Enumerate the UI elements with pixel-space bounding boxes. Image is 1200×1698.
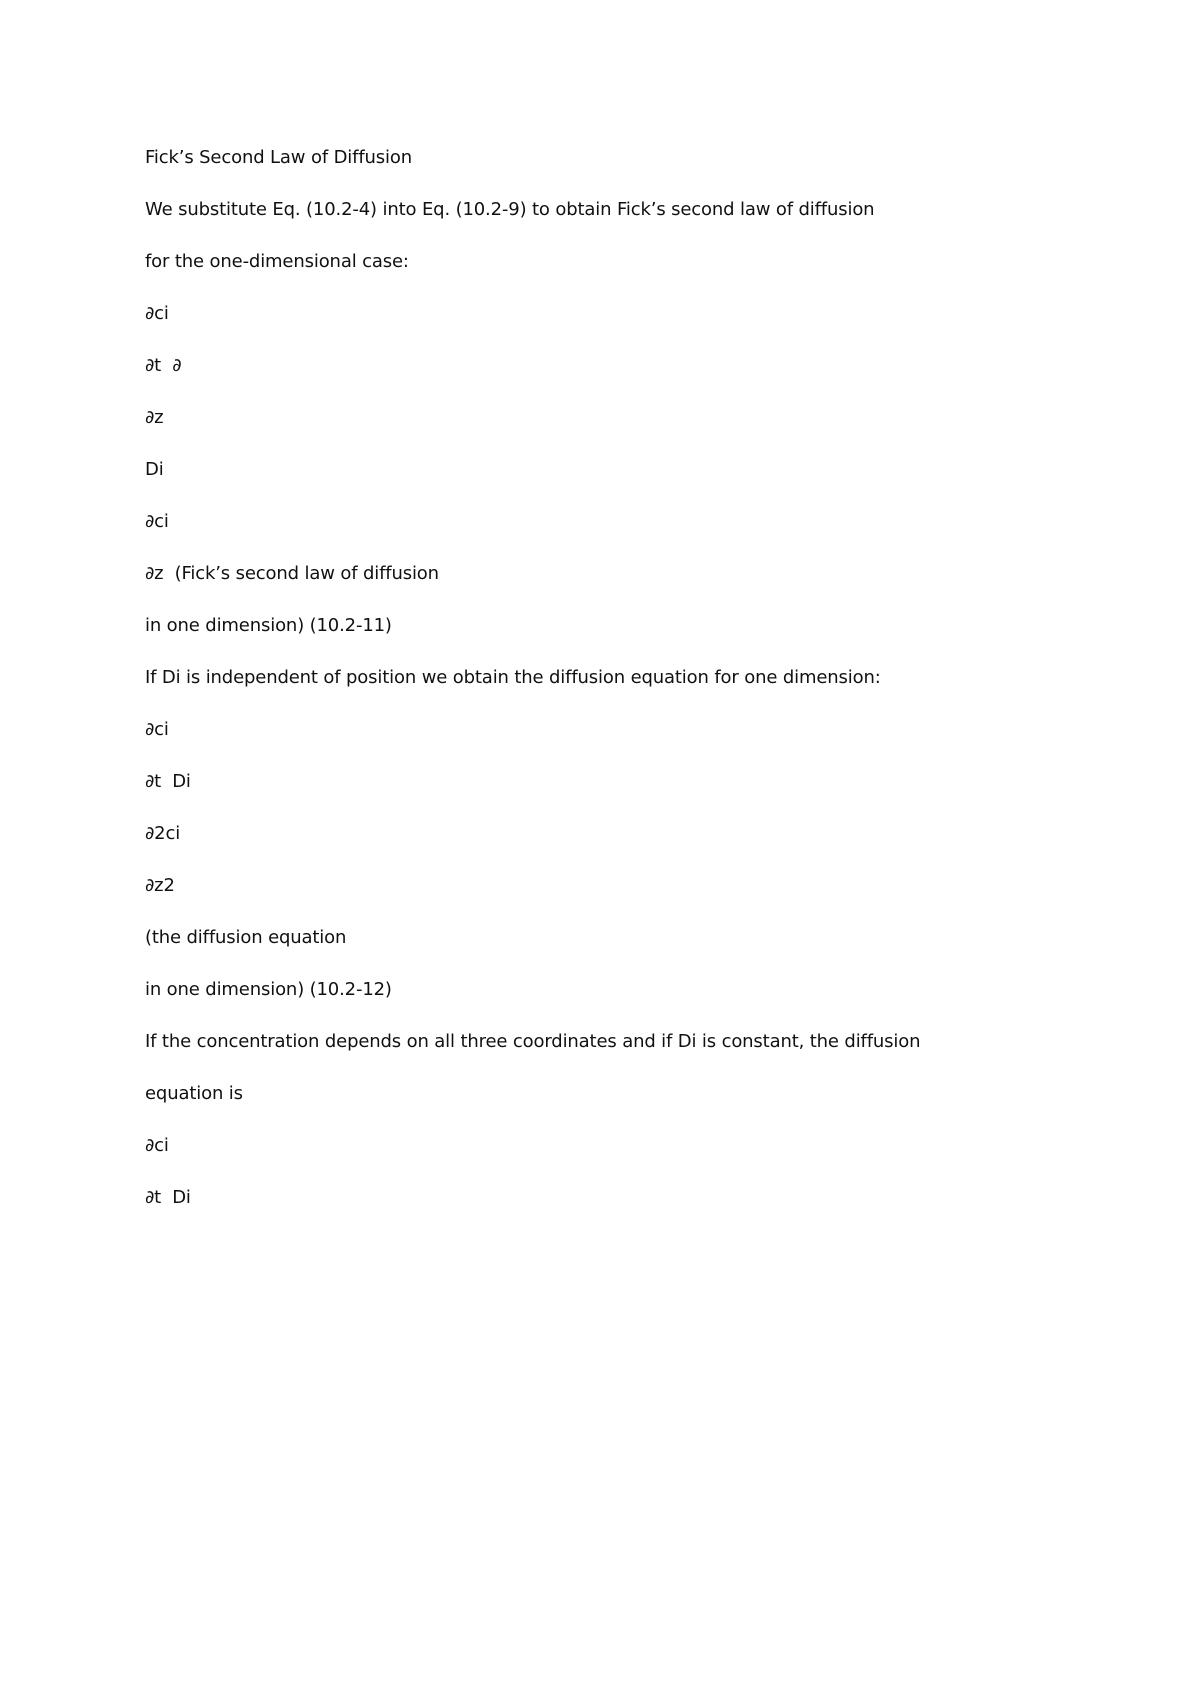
text-line: We substitute Eq. (10.2-4) into Eq. (10.2-9) to obtain Fick’s second law of diffusion [145, 199, 875, 220]
equation-fragment: ∂t ∂ [145, 355, 182, 376]
equation-fragment: ∂ci [145, 719, 169, 740]
equation-fragment: ∂t Di [145, 1187, 191, 1208]
equation-fragment: ∂z [145, 407, 164, 428]
equation-label: (the diffusion equation [145, 927, 347, 948]
equation-fragment: ∂z2 [145, 875, 175, 896]
equation-fragment: Di [145, 459, 164, 480]
equation-fragment: ∂ci [145, 1135, 169, 1156]
equation-fragment: ∂2ci [145, 823, 181, 844]
equation-fragment: ∂z (Fick’s second law of diffusion [145, 563, 439, 584]
text-line: If the concentration depends on all three coordinates and if Di is constant, the diffusion [145, 1031, 921, 1052]
text-line: If Di is independent of position we obtain the diffusion equation for one dimension: [145, 667, 881, 688]
text-line: for the one-dimensional case: [145, 251, 409, 272]
equation-fragment: ∂ci [145, 303, 169, 324]
equation-label: in one dimension) (10.2-11) [145, 615, 392, 636]
equation-fragment: ∂t Di [145, 771, 191, 792]
document-body [145, 146, 1105, 1238]
equation-label: in one dimension) (10.2-12) [145, 979, 392, 1000]
equation-fragment: ∂ci [145, 511, 169, 532]
document-title: Fick’s Second Law of Diffusion [145, 147, 412, 168]
text-line: equation is [145, 1083, 243, 1104]
